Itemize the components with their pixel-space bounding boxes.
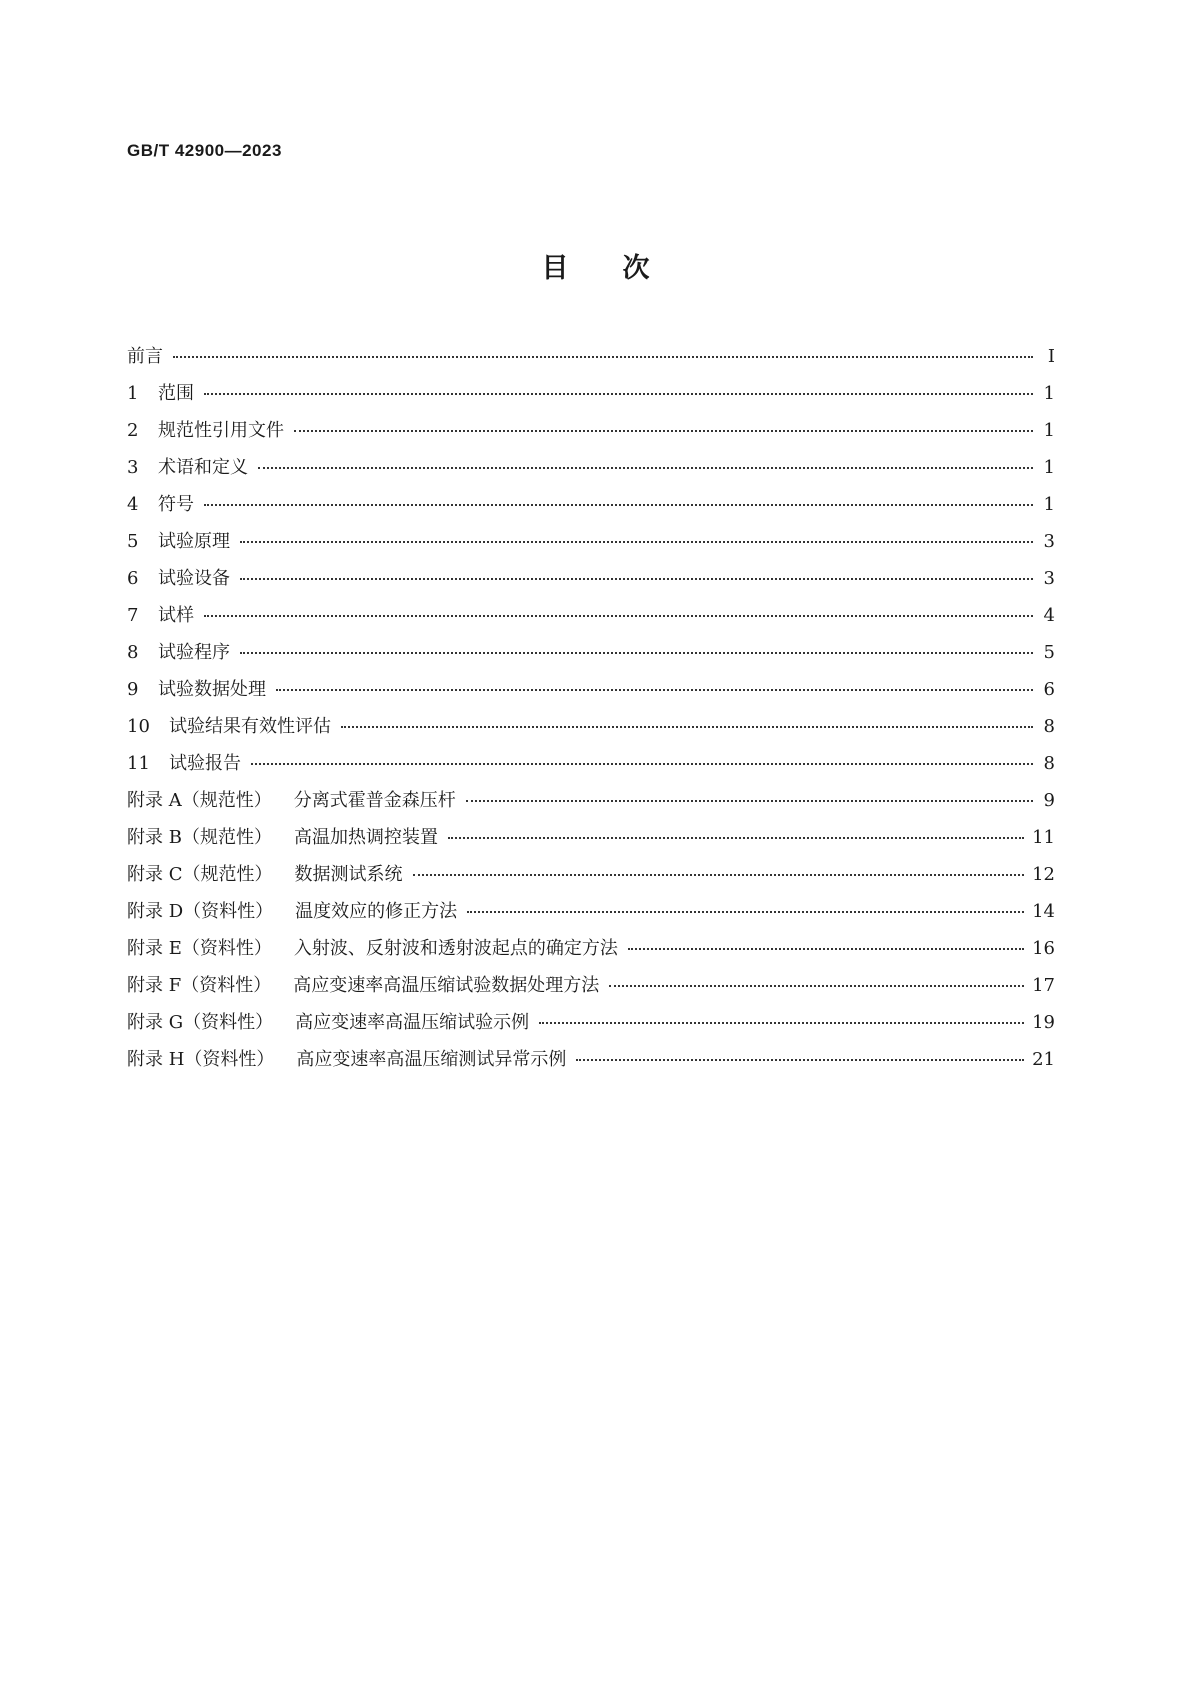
toc-entry-label: 分离式霍普金森压杆 bbox=[293, 790, 456, 811]
toc-entry-page: 8 bbox=[1043, 753, 1055, 774]
dot-leader bbox=[251, 763, 1033, 765]
table-of-contents bbox=[127, 342, 1055, 1082]
toc-entry-label: 高应变速率高温压缩试验数据处理方法 bbox=[293, 975, 600, 996]
toc-entry-page: 14 bbox=[1032, 901, 1055, 922]
toc-entry[interactable] bbox=[127, 675, 1055, 712]
toc-entry[interactable] bbox=[127, 379, 1055, 416]
toc-entry-label: 高应变速率高温压缩试验示例 bbox=[295, 1012, 530, 1033]
dot-leader bbox=[448, 837, 1024, 839]
toc-entry-label: 试验报告 bbox=[169, 753, 241, 774]
toc-entry-page: 11 bbox=[1032, 827, 1055, 848]
toc-entry-annex-c[interactable] bbox=[127, 860, 1055, 897]
toc-entry-number: 9 bbox=[127, 679, 139, 700]
dot-leader bbox=[609, 985, 1024, 987]
toc-entry-page: Ⅰ bbox=[1047, 346, 1055, 367]
toc-entry-number: 7 bbox=[127, 605, 139, 626]
toc-entry-label: 数据测试系统 bbox=[294, 864, 403, 885]
toc-entry-number: 8 bbox=[127, 642, 139, 663]
toc-entry-label: 温度效应的修正方法 bbox=[295, 901, 458, 922]
toc-entry-number: 2 bbox=[127, 420, 139, 441]
toc-entry-number: 4 bbox=[127, 494, 139, 515]
toc-entry-annex-b[interactable] bbox=[127, 823, 1055, 860]
toc-entry[interactable] bbox=[127, 712, 1055, 749]
toc-entry-label: 试验结果有效性评估 bbox=[169, 716, 331, 737]
toc-entry-page: 4 bbox=[1043, 605, 1055, 626]
toc-annex-tag: 附录 C（规范性） bbox=[127, 864, 273, 885]
toc-annex-tag: 附录 E（资料性） bbox=[127, 938, 272, 959]
toc-entry-label: 高应变速率高温压缩测试异常示例 bbox=[296, 1049, 567, 1070]
toc-entry-foreword[interactable] bbox=[127, 342, 1055, 379]
dot-leader bbox=[240, 578, 1033, 580]
toc-entry-label: 范围 bbox=[158, 383, 194, 404]
toc-entry[interactable] bbox=[127, 453, 1055, 490]
toc-entry-annex-f[interactable] bbox=[127, 971, 1055, 1008]
toc-entry-number: 1 bbox=[127, 383, 139, 404]
dot-leader bbox=[628, 948, 1024, 950]
toc-annex-tag: 附录 G（资料性） bbox=[127, 1012, 274, 1033]
toc-entry-label: 试验设备 bbox=[158, 568, 230, 589]
dot-leader bbox=[204, 393, 1033, 395]
toc-entry-annex-a[interactable] bbox=[127, 786, 1055, 823]
dot-leader bbox=[294, 430, 1033, 432]
toc-entry-number: 11 bbox=[127, 753, 150, 774]
toc-entry-label: 术语和定义 bbox=[158, 457, 248, 478]
toc-annex-tag: 附录 B（规范性） bbox=[127, 827, 272, 848]
toc-title: 目次 bbox=[541, 253, 704, 284]
toc-entry[interactable] bbox=[127, 527, 1055, 564]
toc-entry-page: 21 bbox=[1032, 1049, 1055, 1070]
toc-entry[interactable] bbox=[127, 416, 1055, 453]
toc-entry-page: 1 bbox=[1043, 494, 1055, 515]
toc-entry-page: 8 bbox=[1043, 716, 1055, 737]
toc-annex-tag: 附录 H（资料性） bbox=[127, 1049, 275, 1070]
toc-entry-label: 规范性引用文件 bbox=[158, 420, 284, 441]
dot-leader bbox=[466, 800, 1033, 802]
toc-entry-number: 3 bbox=[127, 457, 139, 478]
toc-entry-annex-h[interactable] bbox=[127, 1045, 1055, 1082]
toc-entry-label: 入射波、反射波和透射波起点的确定方法 bbox=[293, 938, 618, 959]
dot-leader bbox=[240, 541, 1033, 543]
toc-entry-label: 试验数据处理 bbox=[158, 679, 266, 700]
dot-leader bbox=[276, 689, 1033, 691]
toc-entry-page: 3 bbox=[1043, 531, 1055, 552]
dot-leader bbox=[341, 726, 1033, 728]
toc-entry-page: 1 bbox=[1043, 457, 1055, 478]
toc-entry-page: 6 bbox=[1043, 679, 1055, 700]
toc-entry-page: 16 bbox=[1032, 938, 1055, 959]
toc-entry-page: 9 bbox=[1043, 790, 1055, 811]
dot-leader bbox=[240, 652, 1033, 654]
toc-entry-page: 1 bbox=[1043, 420, 1055, 441]
toc-entry-page: 12 bbox=[1032, 864, 1055, 885]
toc-entry-annex-g[interactable] bbox=[127, 1008, 1055, 1045]
toc-entry-label: 高温加热调控装置 bbox=[293, 827, 438, 848]
dot-leader bbox=[204, 504, 1033, 506]
toc-entry[interactable] bbox=[127, 638, 1055, 675]
toc-entry[interactable] bbox=[127, 749, 1055, 786]
toc-entry[interactable] bbox=[127, 564, 1055, 601]
toc-entry-page: 17 bbox=[1032, 975, 1055, 996]
toc-annex-tag: 附录 D（资料性） bbox=[127, 901, 274, 922]
toc-entry-number: 5 bbox=[127, 531, 139, 552]
toc-entry-page: 1 bbox=[1043, 383, 1055, 404]
dot-leader bbox=[173, 356, 1033, 358]
dot-leader bbox=[258, 467, 1033, 469]
toc-entry-label: 试验程序 bbox=[158, 642, 230, 663]
toc-entry-number: 6 bbox=[127, 568, 139, 589]
toc-entry-label: 符号 bbox=[158, 494, 194, 515]
dot-leader bbox=[467, 911, 1024, 913]
dot-leader bbox=[576, 1059, 1024, 1061]
document-code: GB/T 42900—2023 bbox=[127, 141, 282, 160]
toc-entry-page: 3 bbox=[1043, 568, 1055, 589]
toc-entry-page: 5 bbox=[1043, 642, 1055, 663]
dot-leader bbox=[204, 615, 1033, 617]
toc-entry[interactable] bbox=[127, 601, 1055, 638]
dot-leader bbox=[413, 874, 1025, 876]
toc-entry-annex-d[interactable] bbox=[127, 897, 1055, 934]
toc-entry-annex-e[interactable] bbox=[127, 934, 1055, 971]
toc-annex-tag: 附录 A（规范性） bbox=[127, 790, 272, 811]
toc-entry-label: 试样 bbox=[158, 605, 194, 626]
toc-entry-label: 试验原理 bbox=[158, 531, 230, 552]
dot-leader bbox=[539, 1022, 1024, 1024]
toc-entry-number: 10 bbox=[127, 716, 150, 737]
toc-entry-page: 19 bbox=[1032, 1012, 1055, 1033]
toc-annex-tag: 附录 F（资料性） bbox=[127, 975, 272, 996]
toc-entry-label: 前言 bbox=[127, 346, 163, 367]
toc-entry[interactable] bbox=[127, 490, 1055, 527]
